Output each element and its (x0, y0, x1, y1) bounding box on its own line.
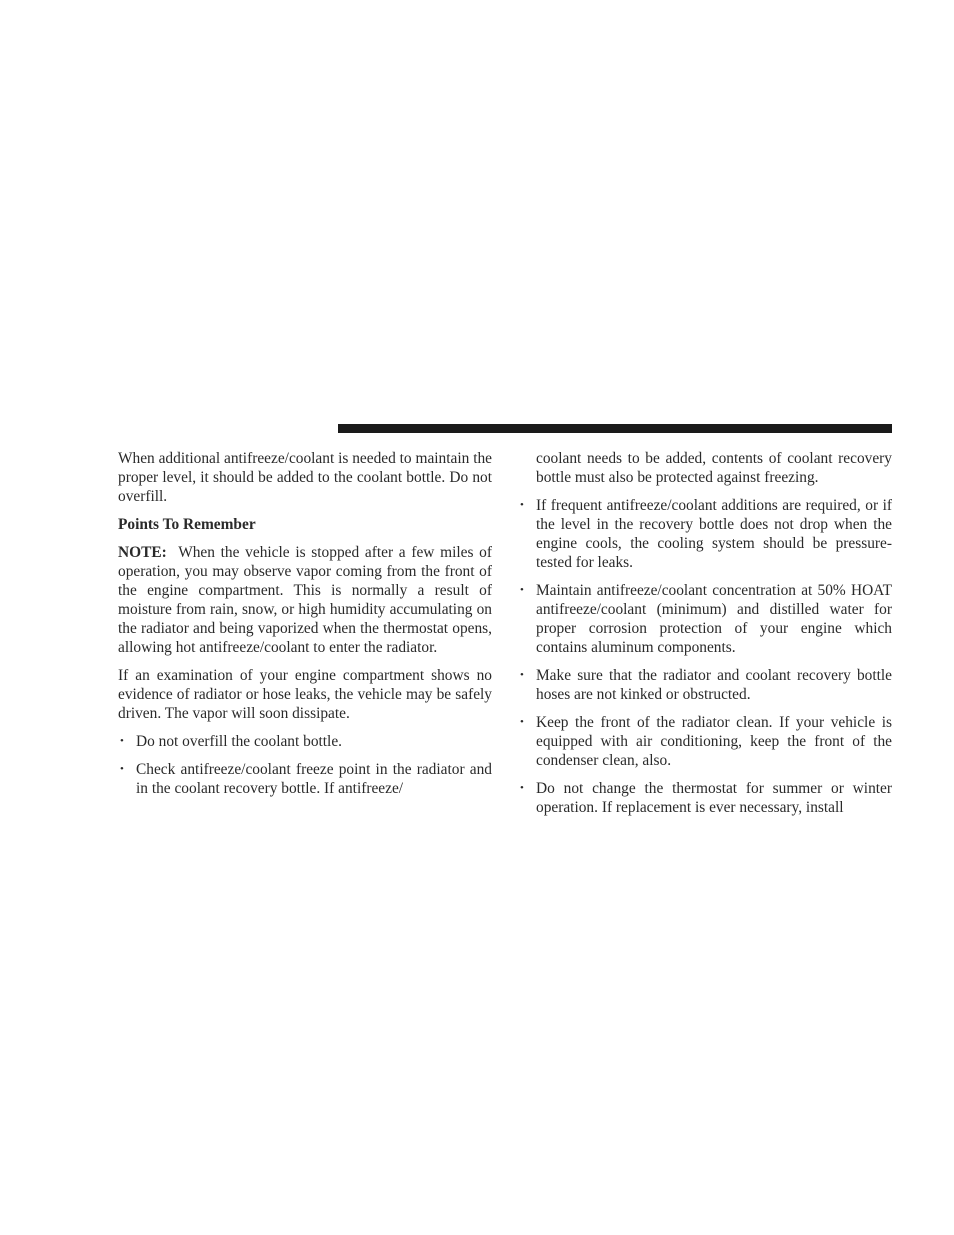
list-item-text: Make sure that the radiator and coolant recovery bottle hoses are not kinked or obstructed. (536, 667, 892, 703)
intro-paragraph: When additional antifreeze/coolant is needed to maintain the proper level, it should be added to the coolant bottle. Do not overfill. (118, 450, 492, 505)
right-bullet-list (518, 496, 892, 817)
list-item (518, 581, 892, 657)
list-item-text: Keep the front of the radiator clean. If your vehicle is equipped with air conditioning, keep the front of the condenser clean, also. (536, 714, 892, 769)
left-bullet-list (118, 732, 492, 798)
list-item (118, 732, 492, 751)
list-item-text: Maintain antifreeze/coolant concentration at 50% HOAT antifreeze/coolant (minimum) and distilled water for proper corrosion protection of your engine which contains aluminum components. (536, 582, 892, 656)
bullet-icon: • (120, 735, 124, 747)
list-item (518, 496, 892, 572)
list-item-text: Check antifreeze/coolant freeze point in the radiator and in the coolant recovery bottle. If antifreeze/ (136, 761, 492, 797)
list-item-text: Do not overfill the coolant bottle. (136, 733, 343, 750)
continued-text: coolant needs to be added, contents of coolant recovery bottle must also be protected against freezing. (536, 450, 892, 486)
list-item (518, 779, 892, 817)
left-column (118, 449, 492, 807)
list-item (518, 713, 892, 770)
section-heading: Points To Remember (118, 516, 256, 533)
note-label: NOTE: (118, 544, 167, 561)
list-item (118, 760, 492, 798)
bullet-icon: • (520, 584, 524, 596)
note-paragraph (118, 543, 492, 657)
bullet-icon: • (520, 782, 524, 794)
note-text: When the vehicle is stopped after a few miles of operation, you may observe vapor coming from the front of the engine compartment. This is normally a result of moisture from rain, snow, or high humidity accumulating on the radiator and being vaporized when the thermostat opens, allowing hot antifreeze/coolant to enter the radiator. (118, 544, 492, 656)
bullet-icon: • (520, 669, 524, 681)
header-rule (338, 424, 892, 433)
list-item (518, 666, 892, 704)
list-item-text: If frequent antifreeze/coolant additions are required, or if the level in the recovery bottle does not drop when the engine cools, the cooling system should be pressure-tested for leaks. (536, 497, 892, 571)
bullet-icon: • (520, 716, 524, 728)
right-column (518, 449, 892, 826)
list-item-text: Do not change the thermostat for summer or winter operation. If replacement is ever necessary, install (536, 780, 892, 816)
bullet-icon: • (120, 763, 124, 775)
bullet-icon: • (520, 499, 524, 511)
vapor-paragraph: If an examination of your engine compartment shows no evidence of radiator or hose leaks, the vehicle may be safely driven. The vapor will soon dissipate. (118, 667, 492, 722)
